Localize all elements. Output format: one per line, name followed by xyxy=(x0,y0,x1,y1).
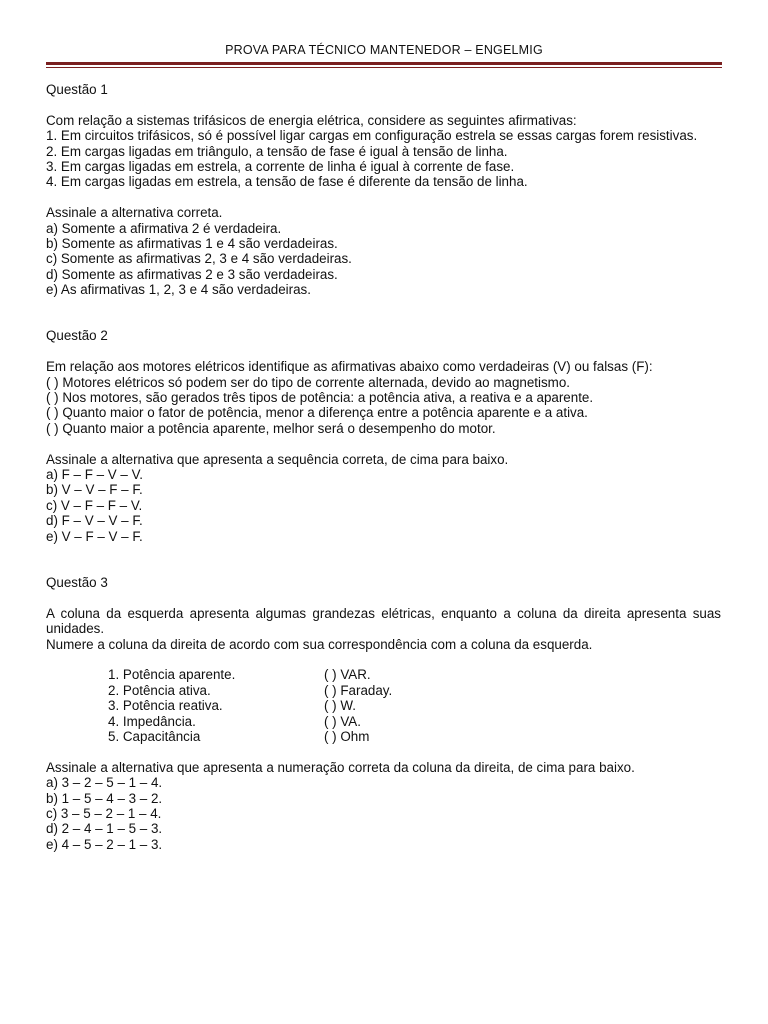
answer-option: e) V – F – V – F. xyxy=(46,528,143,544)
answer-option: b) V – V – F – F. xyxy=(46,482,143,498)
left-column-item: 1. Potência aparente. xyxy=(108,667,236,683)
question-2 xyxy=(46,328,721,544)
answer-option: e) As afirmativas 1, 2, 3 e 4 são verdadeiras. xyxy=(46,282,311,298)
question-title: Questão 2 xyxy=(46,328,108,344)
statement: ( ) Quanto maior a potência aparente, melhor será o desempenho do motor. xyxy=(46,420,496,436)
answer-option: d) Somente as afirmativas 2 e 3 são verdadeiras. xyxy=(46,266,338,282)
left-column-item: 5. Capacitância xyxy=(108,728,201,744)
statement: 1. Em circuitos trifásicos, só é possível ligar cargas em configuração estrela se essas cargas forem resistivas. xyxy=(46,128,698,144)
statement: 2. Em cargas ligadas em triângulo, a tensão de fase é igual à tensão de linha. xyxy=(46,143,508,159)
right-column-item: ( ) W. xyxy=(324,698,356,714)
question-3 xyxy=(46,575,721,852)
answer-option: c) Somente as afirmativas 2, 3 e 4 são verdadeiras. xyxy=(46,251,352,267)
question-prompt: Assinale a alternativa que apresenta a numeração correta da coluna da direita, de cima para baixo. xyxy=(46,759,635,775)
question-prompt: Assinale a alternativa que apresenta a sequência correta, de cima para baixo. xyxy=(46,451,509,467)
answer-option: a) Somente a afirmativa 2 é verdadeira. xyxy=(46,220,282,236)
answer-option: a) 3 – 2 – 5 – 1 – 4. xyxy=(46,775,163,791)
question-prompt: Assinale a alternativa correta. xyxy=(46,205,223,221)
answer-option: d) F – V – V – F. xyxy=(46,513,143,529)
header-rule-thick xyxy=(46,62,722,65)
matching-row xyxy=(108,698,721,713)
question-intro: Com relação a sistemas trifásicos de energia elétrica, considere as seguintes afirmativas: xyxy=(46,112,577,128)
question-instruction: Numere a coluna da direita de acordo com sua correspondência com a coluna da esquerda. xyxy=(46,636,593,652)
answer-option: b) Somente as afirmativas 1 e 4 são verdadeiras. xyxy=(46,236,338,252)
matching-table xyxy=(108,667,721,744)
right-column-item: ( ) Ohm xyxy=(324,728,370,744)
matching-row xyxy=(108,683,721,698)
answer-option: c) 3 – 5 – 2 – 1 – 4. xyxy=(46,805,162,821)
left-column-item: 2. Potência ativa. xyxy=(108,682,211,698)
right-column-item: ( ) VA. xyxy=(324,713,361,729)
question-title: Questão 1 xyxy=(46,82,108,97)
page-header: PROVA PARA TÉCNICO MANTENEDOR – ENGELMIG xyxy=(225,43,543,57)
statement: ( ) Quanto maior o fator de potência, menor a diferença entre a potência aparente e a ativa. xyxy=(46,405,588,421)
left-column-item: 3. Potência reativa. xyxy=(108,698,223,714)
question-intro: A coluna da esquerda apresenta algumas grandezas elétricas, enquanto a coluna da direita apresenta suas unidades. xyxy=(46,605,721,637)
matching-row xyxy=(108,667,721,682)
header-rule-thin xyxy=(46,67,722,68)
document-body xyxy=(46,82,721,852)
statement: ( ) Nos motores, são gerados três tipos de potência: a potência ativa, a reativa e a aparente. xyxy=(46,390,594,406)
statement: 3. Em cargas ligadas em estrela, a corrente de linha é igual à corrente de fase. xyxy=(46,159,515,175)
answer-option: d) 2 – 4 – 1 – 5 – 3. xyxy=(46,821,163,837)
matching-row xyxy=(108,729,721,744)
statement: 4. Em cargas ligadas em estrela, a tensão de fase é diferente da tensão de linha. xyxy=(46,174,528,190)
statement: ( ) Motores elétricos só podem ser do tipo de corrente alternada, devido ao magnetismo. xyxy=(46,374,570,390)
question-1 xyxy=(46,82,721,298)
matching-row xyxy=(108,714,721,729)
right-column-item: ( ) Faraday. xyxy=(324,682,393,698)
question-title: Questão 3 xyxy=(46,574,108,590)
left-column-item: 4. Impedância. xyxy=(108,713,196,729)
answer-option: e) 4 – 5 – 2 – 1 – 3. xyxy=(46,836,163,852)
question-intro: Em relação aos motores elétricos identifique as afirmativas abaixo como verdadeiras (V) ou falsas (F): xyxy=(46,359,653,375)
answer-option: a) F – F – V – V. xyxy=(46,467,144,483)
right-column-item: ( ) VAR. xyxy=(324,667,371,683)
answer-option: c) V – F – F – V. xyxy=(46,497,143,513)
answer-option: b) 1 – 5 – 4 – 3 – 2. xyxy=(46,790,163,806)
